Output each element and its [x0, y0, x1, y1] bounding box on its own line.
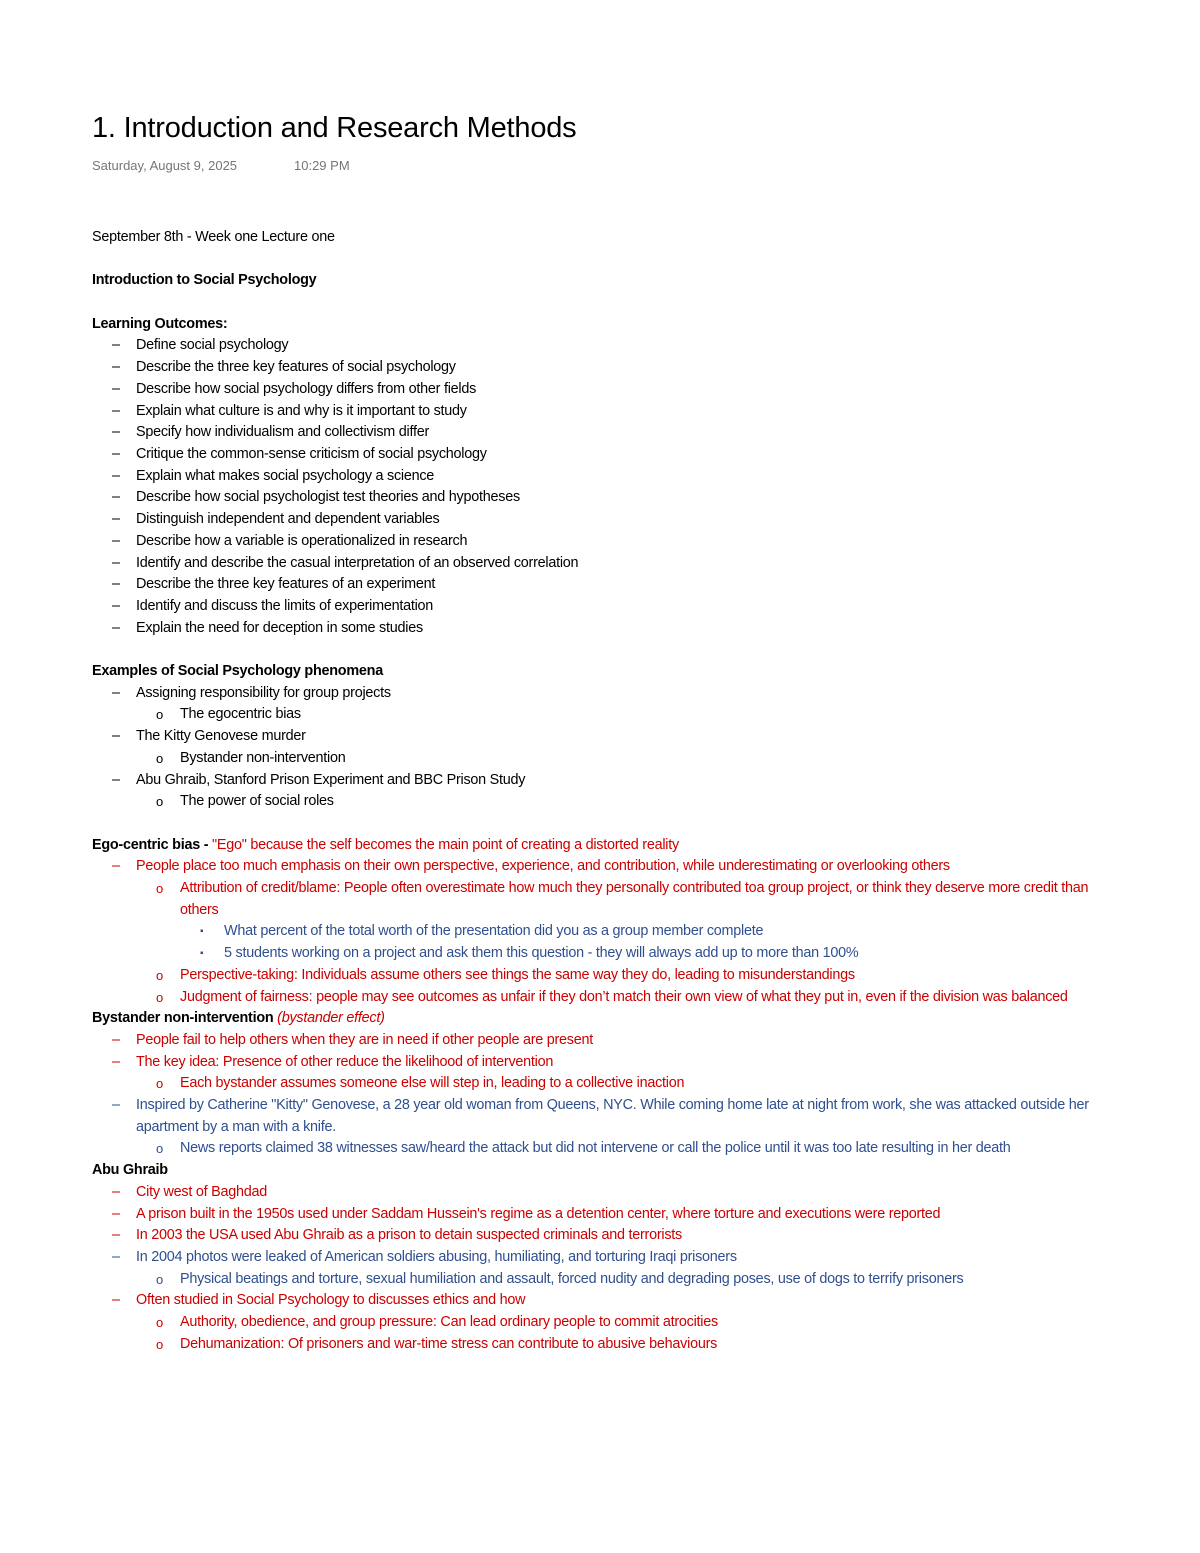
intro-heading: Introduction to Social Psychology [92, 272, 317, 289]
list-item: – People fail to help others when they are in need if other people are present [92, 1030, 1102, 1052]
dash-bullet: – [112, 554, 120, 571]
list-item: o News reports claimed 38 witnesses saw/heard the attack but did not intervene or call the police until it was too late resulting in her death [92, 1138, 1102, 1160]
list-item: – The key idea: Presence of other reduce the likelihood of intervention [92, 1052, 1102, 1074]
dash-bullet: – [112, 467, 120, 484]
dash-bullet: – [112, 597, 120, 614]
list-item: – Explain what makes social psychology a science [92, 466, 1102, 488]
outcomes-heading: Learning Outcomes: [92, 315, 228, 332]
list-item: – Define social psychology [92, 335, 1102, 357]
abu-heading: Abu Ghraib [92, 1162, 168, 1179]
list-item: – A prison built in the 1950s used under Saddam Hussein's regime as a detention center, where torture and executions were reported [92, 1204, 1102, 1226]
dash-bullet: – [112, 532, 120, 549]
dash-bullet: – [112, 1205, 120, 1222]
circle-bullet: o [156, 989, 163, 1005]
dash-bullet: – [112, 728, 120, 745]
dash-bullet: – [112, 684, 120, 701]
dash-bullet: – [112, 1031, 120, 1048]
list-item: o Each bystander assumes someone else will step in, leading to a collective inaction [92, 1073, 1102, 1095]
dash-bullet: – [112, 1292, 120, 1309]
circle-bullet: o [156, 750, 163, 766]
list-item: – Explain what culture is and why is it important to study [92, 401, 1102, 423]
dash-bullet: – [112, 1227, 120, 1244]
page-title: 1. Introduction and Research Methods [92, 112, 577, 144]
lecture-line: September 8th - Week one Lecture one [92, 229, 335, 245]
list-item: o The egocentric bias [92, 704, 1102, 726]
ego-heading: Ego-centric bias - [92, 836, 212, 853]
dash-bullet: – [112, 511, 120, 528]
list-item: o Perspective-taking: Individuals assume others see things the same way they do, leading to misunderstandings [92, 965, 1102, 987]
dash-bullet: – [112, 1053, 120, 1070]
square-bullet: ▪ [200, 926, 204, 938]
examples-list [92, 683, 1102, 813]
list-item: – Assigning responsibility for group projects [92, 683, 1102, 705]
circle-bullet: o [156, 1271, 163, 1287]
dash-bullet: – [112, 359, 120, 376]
dash-bullet: – [112, 424, 120, 441]
dash-bullet: – [112, 380, 120, 397]
list-item: – Identify and describe the casual interpretation of an observed correlation [92, 553, 1102, 575]
dash-bullet: – [112, 771, 120, 788]
dash-bullet: – [112, 576, 120, 593]
list-item: – Describe the three key features of social psychology [92, 357, 1102, 379]
dash-bullet: – [112, 858, 120, 875]
list-item: o The power of social roles [92, 791, 1102, 813]
list-item: – Describe how social psychology differs from other fields [92, 379, 1102, 401]
list-item: o Authority, obedience, and group pressure: Can lead ordinary people to commit atrocities [92, 1312, 1102, 1334]
dash-bullet: – [112, 446, 120, 462]
bystander-heading: Bystander non-intervention [92, 1010, 278, 1027]
bystander-heading-line [92, 1008, 1102, 1030]
list-item: – City west of Baghdad [92, 1182, 1102, 1204]
list-item: o Bystander non-intervention [92, 748, 1102, 770]
list-item: – The Kitty Genovese murder [92, 726, 1102, 748]
dash-bullet: – [112, 1183, 120, 1200]
list-item: o Physical beatings and torture, sexual humiliation and assault, forced nudity and degrading poses, use of dogs to terrify prisoners [92, 1269, 1102, 1291]
circle-bullet: o [156, 1141, 163, 1157]
dash-bullet: – [112, 337, 120, 354]
circle-bullet: o [156, 881, 163, 897]
dash-bullet: – [112, 619, 120, 636]
list-item: – In 2003 the USA used Abu Ghraib as a prison to detain suspected criminals and terrorists [92, 1225, 1102, 1247]
examples-heading: Examples of Social Psychology phenomena [92, 663, 383, 680]
ego-definition: "Ego" because the self becomes the main point of creating a distorted reality [212, 836, 679, 853]
circle-bullet: o [156, 794, 163, 810]
list-item: – Explain the need for deception in some studies [92, 618, 1102, 640]
dash-bullet: – [112, 489, 120, 506]
list-item: ▪ 5 students working on a project and ask them this question - they will always add up to more than 100% [92, 943, 1102, 965]
outcomes-list [92, 335, 1102, 639]
square-bullet: ▪ [200, 948, 204, 960]
dash-bullet: – [112, 1248, 120, 1265]
circle-bullet: o [156, 967, 163, 983]
bystander-heading-note: (bystander effect) [277, 1010, 385, 1027]
dash-bullet: – [112, 1097, 120, 1114]
list-item: – Describe how a variable is operationalized in research [92, 531, 1102, 553]
list-item: – Describe how social psychologist test theories and hypotheses [92, 487, 1102, 509]
circle-bullet: o [156, 1076, 163, 1092]
dash-bullet: – [112, 402, 120, 419]
page-timestamp [92, 158, 350, 173]
circle-bullet: o [156, 707, 163, 723]
list-item: o Judgment of fairness: people may see outcomes as unfair if they don’t match their own view of what they put in, even if the division was balanced [92, 987, 1102, 1009]
ego-heading-line [92, 835, 1102, 857]
list-item: ▪ What percent of the total worth of the presentation did you as a group member complete [92, 921, 1102, 943]
note-body [92, 227, 1102, 1437]
list-item: – Identify and discuss the limits of experimentation [92, 596, 1102, 618]
list-item: – Often studied in Social Psychology to discusses ethics and how [92, 1290, 1102, 1312]
list-item: – Distinguish independent and dependent variables [92, 509, 1102, 531]
circle-bullet: o [156, 1336, 163, 1352]
list-item: – Abu Ghraib, Stanford Prison Experiment and BBC Prison Study [92, 770, 1102, 792]
list-item: – In 2004 photos were leaked of American soldiers abusing, humiliating, and torturing Iraqi prisoners [92, 1247, 1102, 1269]
page-time: 10:29 PM [294, 158, 350, 173]
page-date: Saturday, August 9, 2025 [92, 158, 238, 173]
list-item: o Dehumanization: Of prisoners and war-time stress can contribute to abusive behaviours [92, 1334, 1102, 1356]
circle-bullet: o [156, 1315, 163, 1331]
list-item: – Specify how individualism and collectivism differ [92, 422, 1102, 444]
list-item: – People place too much emphasis on their own perspective, experience, and contribution, while underestimating or overlooking others [92, 856, 1102, 878]
list-item: – Inspired by Catherine "Kitty" Genovese, a 28 year old woman from Queens, NYC. While coming home late at night from work, she was attacked outside her apartment by a man with a knife. [112, 1097, 1089, 1135]
list-item: o Attribution of credit/blame: People often overestimate how much they personally contributed toa group project, or think they deserve more credit than others [156, 880, 1089, 918]
list-item: – Critique the common-sense criticism of social psychology [92, 444, 1102, 466]
list-item: – Describe the three key features of an experiment [92, 574, 1102, 596]
